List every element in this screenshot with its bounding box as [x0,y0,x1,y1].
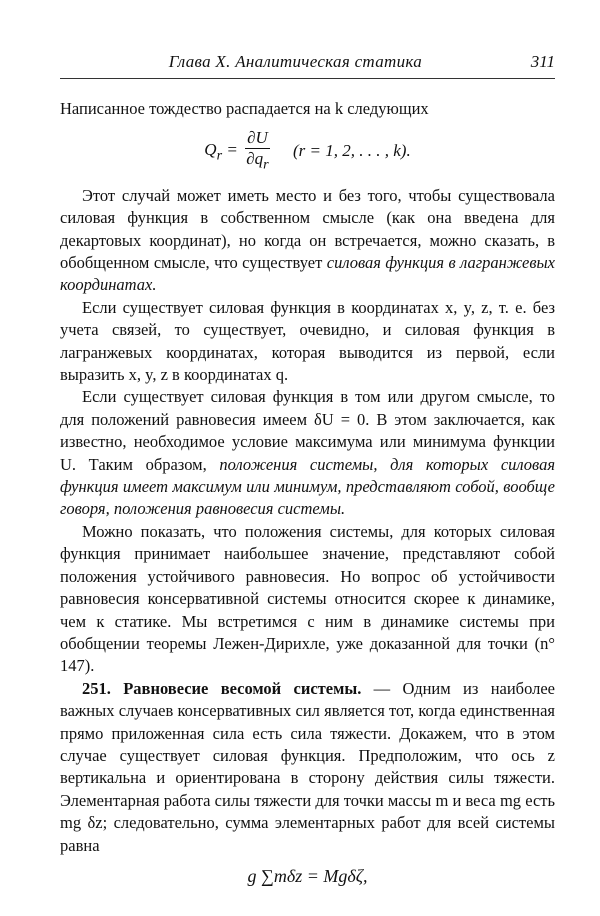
formula-equals: = [222,140,243,160]
formula-lhs-subscript: r [216,147,223,164]
paragraph-equilibrium-emphasis: положения системы, для которых силовая функция имеет максимум или минимум, представляют собой, вообще говоря, положения равновесия системы. [60,454,556,519]
running-head: Глава X. Аналитическая статика [168,52,423,71]
paragraph-cartesian: Если существует силовая функция в координатах x, y, z, т. е. без учета связей, то существует, очевидно, и силовая функция в лагранжевых координатах, которая выводится из первой, если выразить x, y, z в координатах q. [60,297,555,385]
formula-range: (r = 1, 2, . . . , k). [293,140,411,160]
paragraph-intro: Написанное тождество распадается на k следующих [60,99,429,118]
formula-fraction [245,128,270,174]
paragraph-generalized-emphasis: силовая функция в лагранжевых координатах. [60,253,555,295]
section-text: — Одним из наиболее важных случаев консервативных сил является тот, когда единственная прямо приложенная сила есть сила тяжести. Докажем, что в этом случае существует силовая функция. Предположим, что ось z вертикальна и ориентирована в сторону действия силы тяжести. Элементарная работа силы тяжести для точки массы m и веса mg есть mg δz; следовательно, сумма элементарных работ для всей системы равна [60,678,555,855]
formula-generalized-force [60,128,555,174]
formula-lhs: Q [204,140,217,160]
fraction-numerator: ∂U [247,128,268,148]
body-text [60,98,555,887]
fraction-denominator [245,149,270,174]
section-title: Равновесие весомой системы. [123,678,362,698]
page-number: 311 [530,52,555,71]
paragraph-stability: Можно показать, что положения системы, для которых силовая функция принимает наибольшее значение, представляют собой положения устойчивого равновесия. Но вопрос об устойчивости равновесия консервативной системы относится скорее к динамике, чем к статике. Мы встретимся с ним в динамике системы при обобщении теоремы Лежен-Дирихле, уже доказанной для точки (n° 147). [60,521,555,676]
paragraph-generalized-text: Этот случай может иметь место и без того, чтобы существовала силовая функция в собственном смысле (как она введена для декартовых координат), но когда он встречается, можно сказать, в обобщенном смысле, что существует [60,185,555,273]
section-number: 251. [82,678,111,698]
page-header [60,52,555,72]
formula-gravity-work: g ∑mδz = Mgδζ, [247,865,368,886]
paragraph-equilibrium-text: Если существует силовая функция в том или другом смысле, то для положений равновесия имеем δU = 0. В этом заключается, как известно, необходимое условие максимума или минимума функции U. Таким образом, [60,387,555,474]
denominator-main: ∂q [246,149,264,169]
header-rule [60,78,555,79]
paragraph-generalized [60,185,555,297]
denominator-subscript: r [263,156,269,173]
paragraph-equilibrium [60,386,555,520]
section-251 [60,678,555,857]
